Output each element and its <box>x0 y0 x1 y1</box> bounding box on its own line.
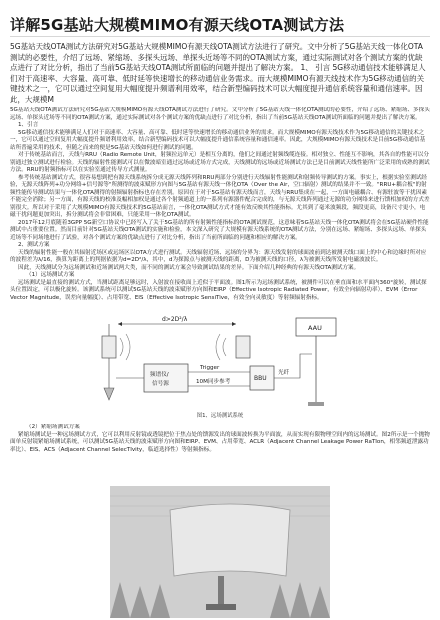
far-field-diagram <box>100 314 340 412</box>
aut-antenna-icon <box>236 336 250 358</box>
article-body <box>10 107 430 310</box>
body-paragraph: 5G移动通信技术能够满足人们对于高速率、大容量、高可靠、低时延等快速增长的移动通信业务的需求。而大规模MIMO有源天线技术作为5G移动通信的关键技术之一，它可以通过空间复用大幅度提升频谱利用效率，结合新型编码技术可以大幅度提升通信系统容量和通信速率。因此，大规模MIMO有源天线技术是目前5G移动通信基站所普遍采用的技术，但随之而来的便是5G基站天线如何进行测试的问题。 <box>10 129 426 151</box>
body-paragraph: 5G基站天线OTA测试方法研究对5G基站大规模MIMO有源天线OTA测试方法进行了研究。文中分析了5G基站天线一体化OTA测试的必要性，介绍了远场、紧缩场、多探头远场、单探头近场等不同的OTA测试方案，通过实际测试对各个测试方案的优缺点进行了对比分析，指出了当前5G基站天线OTA测试所面临的问题并提出了解决方案。 <box>10 107 430 121</box>
body-paragraph: 2017年12月底随着3GPP 5G新空口协议中已经写入了关于5G基站的所有射频性能指标的OTA测试规范，这意味着5G基站天线一体化OTA测试将会在5G基站硬件性能测试中占重要位置。然而目前针对5G基站天线OTA测试的实施和检验，本文深入研究了大规模有源天线系统的OTA测试方法，分别在远场、紧缩场、多探头远场、单探头近场等不同场地进行了试验，对各个测试方案的优缺点进行了对比分析，指出了当前所面临的问题和相应的解决方案。 <box>10 219 429 241</box>
abstract <box>10 42 430 106</box>
abstract-text: 5G基站天线OTA测试方法研究对5G基站大规模MIMO有源天线OTA测试方法进行了研究。文中分析了5G基站天线一体化OTA测试的必要性，介绍了远场、紧缩场、多探头远场、单探头近场等不同的OTA测试方案，通过实际测试对各个测试方案的优缺点进行了对比分析，指出了当前5G基站天线OTA测试所面临的问题并提出了解决方案。 1、 引言 5G移动通信技术能够满足人们对于高速率、大容量、高可靠、低时延等快速增长的移动通信业务需求。而大规模MIMO有源天线技术作为5G移动通信的关键技术之一，它可以通过空间复用大幅度提升频谱利用效率，结合新型编码技术可以大幅度提升通信系统容量和通信速率。因此，大规模M <box>10 42 426 104</box>
distance-label: d>2D²/λ <box>162 316 188 323</box>
analyzer-label: 频谱仪/ <box>150 372 169 378</box>
title-divider <box>10 36 430 37</box>
ref-label: 10M同步参考 <box>196 379 231 385</box>
body-paragraph: 天线的辐射性能一般在其辐射近场区或远场区以OTA方式进行测试。天线辐射近场、远场的分界为：源天线发射的球面波前到达被测天线口面上的中心和边缘时所对应的波程差为λ/16，换算为距离上的判据依据为d=2D²/λ，其中，d为探源点与被测天线的距离，D为被测天线的口径，λ为被测天线所发射电磁波波长。 <box>10 249 427 263</box>
section-heading: 1、引言 <box>18 122 39 128</box>
aau-label: AAU <box>308 324 322 332</box>
article-body-2 <box>10 424 430 484</box>
analyzer-label-2: 信号源 <box>152 381 169 387</box>
subsection-heading: （1）远场测试方案 <box>26 272 75 278</box>
far-field-diagram-svg <box>100 314 340 412</box>
reflector-icon <box>170 504 290 576</box>
subsection-heading: （2）紧缩场测试方案 <box>26 424 80 430</box>
trigger-label: Trigger <box>200 365 220 371</box>
bbu-label: BBU <box>254 375 267 382</box>
body-paragraph: 对于传统基站而言，天线与RRU（Radio Remote Unit，射频拉远单元）是相互分离的，他们之间通过射频线缆连接。相对独立、性能互不影响，其各自的性能可以分别通过独立测试进行检验。天线的辐射性能测试可以在微波暗室通过远场或近场方式完成，天线测试的远场或近场测试方法已是目前测试天线性能所广泛采用的成熟的测试方法。RRU的射频指标可以在实验室通过传导方式测量。 <box>10 152 430 173</box>
analyzer-box <box>144 364 188 392</box>
section-heading: 2、测试方案 <box>18 242 50 248</box>
figure-caption: 图1、远场测试系统 <box>196 413 244 419</box>
body-paragraph: 远场测试是最直接的测试方式，当测试距离足够远时，入射波在接收面上近似于平面波。图1所示为远场测试系统，被测件可以在垂直面和水平面内360°旋转，测试探头位置固定，可以极化旋转。该测试系统可以测试5G基站天线的波束赋形方向图和EIRP（Effective Isotropic Radiated Power，有效全向辐射功率）、EVM（Error Vector Magnitude，误差向量幅度）、占用带宽、EIS（Effective Isotropic SensiTive，有效全向灵敏度）等射频辐射指标。 <box>10 279 427 301</box>
compact-range-photo <box>110 486 330 618</box>
body-paragraph: 紧缩场测试是一种远场测试方式，它可以利用反射镜或透镜把位于焦点处的馈源发出的球面波转换为平面波，从而实现有限物理空间内的远场测试。图2所示是一个抛物面单反射镜紧缩场测试系统，可以测试5G基站天线的波束赋形方向图和EIRP、EVM、占用带宽、ACLR（Adjacent Channel Leakage Power RaTIon，相邻频道泄露功率比）、EIS、ACS（Adjacent Channel SelecTIvity，临道选择性）等射频指标。 <box>10 431 430 453</box>
aau-base <box>308 402 324 406</box>
fiber-label: 光纤 <box>278 370 290 376</box>
body-paragraph: 参考传统基站测试方式，很容易想到把有源天线系统拆分成无源天线阵列和RRU两部分分别进行天线辐射性能测试和射频传导测试的方案。事实上，根据实验室测试经验，无源天线阵列+功分网络+信号源等"所测得的波束赋形方向图与5G基站有源天线一体化OTA（Over the Air，空口辐射）测试的结果并不一致。"RRU+耦合板"的射频性能传导测试结果与一体化OTA测得的射频辐射指标也存在差别。原因在于对于5G基站有源天线而言，天线与RRU集成在一起，一方面电磁耦合、有源驻波等干扰因素不能完全消除；另一方面，有源天线的校准及幅相加权是通过各个射频通道上的一系列有源器件配合完成的，与无源天线阵列通过无源的功分网络来进行馈相加权的方式差别很大。所以对于采用了大规模MIMO有源天线技术的5G基站而言，一体化OTA测试方式才能有效反映其性能指标。尤其到了毫米波频段，频段更高，设备尺寸更小，电磁干扰问题更加突出，拆分测试将会非常困难，只能采用一体化OTA测试。 <box>10 174 430 218</box>
probe-antenna-icon <box>102 324 116 400</box>
compact-range-photo-svg <box>110 486 330 618</box>
wave-fronts-icon <box>120 334 226 360</box>
page-title: 详解5G基站大规模MIMO有源天线OTA测试方法 <box>10 16 345 34</box>
body-paragraph: 因此，天线测试分为远场测试和近场测试两大类，而不同的测试方案会导致测试结果的差异。下面介绍几种经典的有源天线OTA测试方案。 <box>18 264 360 271</box>
